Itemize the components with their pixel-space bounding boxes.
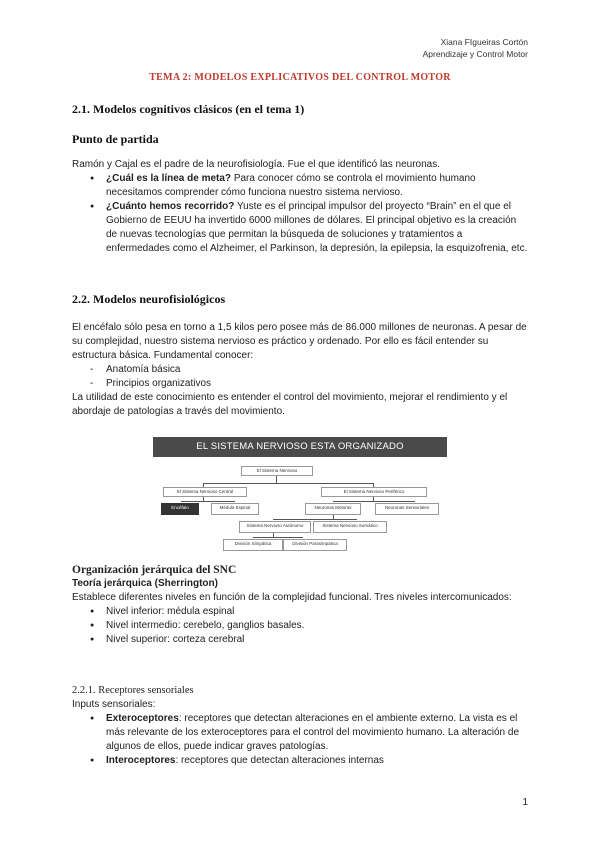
list-item: ● Interoceptores: receptores que detectan alteraciones internas <box>72 754 528 768</box>
list-item: ● Nivel intermedio: cerebelo, ganglios basales. <box>72 619 528 633</box>
receptors-list <box>72 712 528 768</box>
org-paragraph: Establece diferentes niveles en función de la complejidad funcional. Tres niveles intercomunicados: <box>72 592 512 603</box>
course-name: Aprendizaje y Control Motor <box>422 49 528 59</box>
node-peripheral: El Sistema Nervioso Periférico <box>321 487 427 497</box>
list-item: ● Exteroceptores: receptores que detectan alteraciones en el ambiente externo. La vista es el más relevante de los exteroceptores para el control del movimiento humano. La alteración de algunos de ellos, puede indicar graves patologías. <box>72 712 528 754</box>
page-number: 1 <box>522 797 528 808</box>
list-item: - Principios organizativos <box>72 377 528 391</box>
levels-list <box>72 605 528 647</box>
neuro-paragraph: El encéfalo sólo pesa en torno a 1,5 kilos pero posee más de 86.000 millones de neuronas. A pesar de su complejidad, nuestro sistema nervioso es práctico y ordenado. Por ello es fácil entender su estructura básica. Fundamental conocer: <box>72 322 527 361</box>
node-somatico: Sistema Nervioso Somático <box>313 521 387 533</box>
section-2-1-title: 2.1. Modelos cognitivos clásicos (en el tema 1) <box>72 102 305 116</box>
org-title: Organización jerárquica del SNC <box>72 564 237 576</box>
org-section <box>72 563 528 647</box>
dash-list <box>72 363 528 391</box>
node-medula: Médula Espinal <box>211 503 259 515</box>
node-encefalo: Encéfalo <box>161 503 199 515</box>
author-name: Xiana FIgueiras Cortón <box>440 37 528 47</box>
node-central: El Sistema Nervioso Central <box>163 487 247 497</box>
node-sensoriales: Neuronas Sensoriales <box>375 503 439 515</box>
node-parasimpatica: División Parasimpática <box>283 539 347 551</box>
node-root: El Sistema Nervioso <box>241 466 313 476</box>
section-2-2-1 <box>72 684 528 768</box>
node-motoras: Neuronas Motoras <box>305 503 361 515</box>
diagram-title: EL SISTEMA NERVIOSO ESTA ORGANIZADO <box>153 437 447 457</box>
punto-de-partida-heading: Punto de partida <box>72 132 159 146</box>
list-item: ● ¿Cuánto hemos recorrido? Yuste es el principal impulsor del proyecto “Brain” en el que el Gobierno de EEUU ha invertido 6000 millones de dólares. El principal objetivo es la creación de nuevas tecnologías que permitan la búsqueda de soluciones y tratamientos a enfermedades como el Alzheimer, el Parkinson, la depresión, la epilepsia, la esquizofrenia, etc. <box>72 200 528 256</box>
section-2-2-body <box>72 321 528 419</box>
tema-title: TEMA 2: MODELOS EXPLICATIVOS DEL CONTROL MOTOR <box>149 72 451 83</box>
intro-paragraph: Ramón y Cajal es el padre de la neurofisiología. Fue el que identificó las neuronas. <box>72 159 440 170</box>
list-item: ● ¿Cuál es la línea de meta? Para conocer cómo se controla el movimiento humano necesitamos comprender cómo funciona nuestro sistema nervioso. <box>72 172 528 200</box>
node-simpatica: División Simpática <box>223 539 283 551</box>
section-2-2-1-title: 2.2.1. Receptores sensoriales <box>72 685 194 696</box>
list-item: ● Nivel inferior: médula espinal <box>72 605 528 619</box>
section-2-1-body <box>72 158 528 256</box>
page-header <box>423 36 528 60</box>
inputs-label: Inputs sensoriales: <box>72 699 156 710</box>
list-item: - Anatomía básica <box>72 363 528 377</box>
nervous-system-diagram <box>153 437 447 555</box>
node-autonomo: Sistema Nervioso Autónomo <box>239 521 311 533</box>
list-item: ● Nivel superior: corteza cerebral <box>72 633 528 647</box>
utility-paragraph: La utilidad de este conocimiento es entender el control del movimiento, mejorar el rendimiento y el abordaje de patologías a través del movimiento. <box>72 392 508 417</box>
question-list <box>72 172 528 256</box>
section-2-2-title: 2.2. Modelos neurofisiológicos <box>72 292 226 306</box>
teoria-heading: Teoría jerárquica (Sherrington) <box>72 578 218 589</box>
